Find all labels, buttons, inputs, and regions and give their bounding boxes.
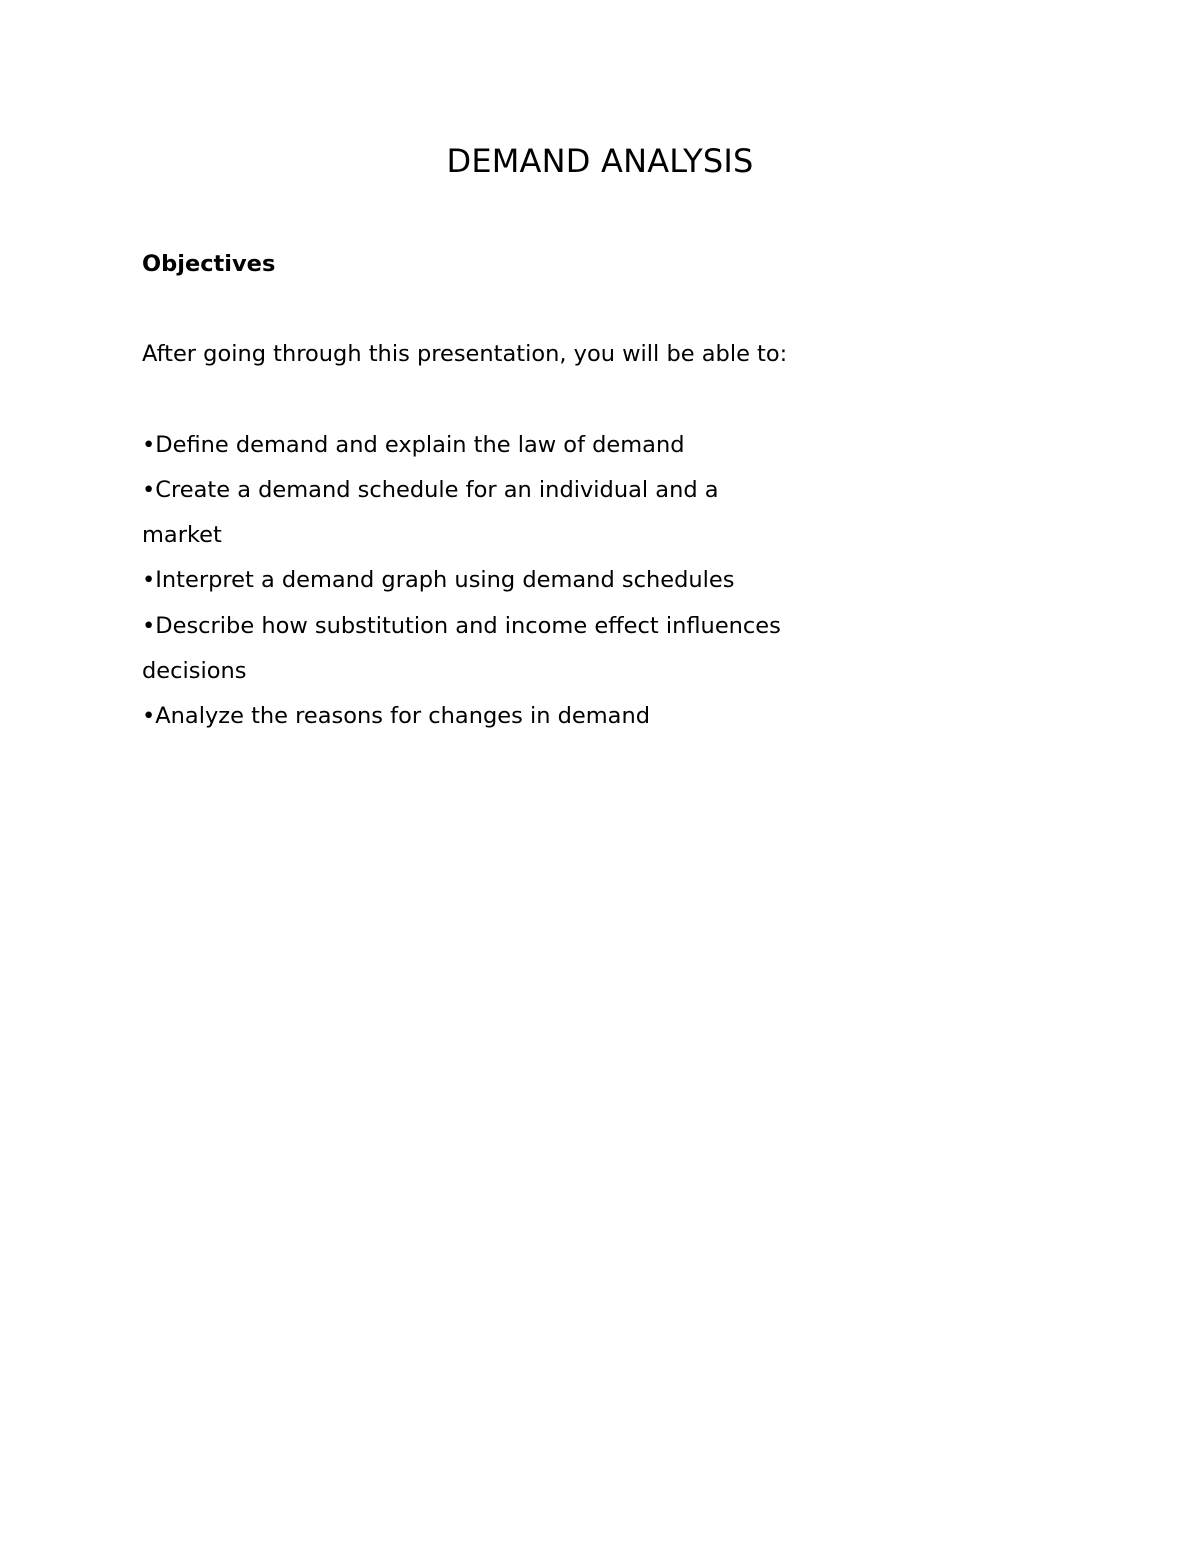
bullet-icon: • [142, 703, 156, 729]
objective-text: Create a demand schedule for an individual and a market [142, 476, 719, 549]
list-item [142, 558, 802, 603]
list-item [142, 694, 802, 739]
list-item [142, 468, 802, 558]
list-item [142, 423, 802, 468]
bullet-icon: • [142, 612, 156, 639]
bullet-icon: • [142, 431, 156, 458]
document-body [142, 242, 802, 739]
bullet-icon: • [142, 476, 156, 503]
objective-text: Define demand and explain the law of demand [155, 431, 685, 458]
objective-text: Interpret a demand graph using demand schedules [155, 567, 735, 594]
objective-text: Describe how substitution and income effect influences decisions [142, 612, 781, 684]
blank-line [142, 287, 802, 332]
blank-line [142, 378, 802, 423]
intro-paragraph: After going through this presentation, you will be able to: [142, 341, 788, 368]
list-item [142, 604, 802, 694]
objectives-list [142, 423, 802, 739]
bullet-icon: • [142, 567, 156, 594]
section-heading: Objectives [142, 251, 276, 277]
document-title: DEMAND ANALYSIS [446, 142, 754, 180]
objective-text: Analyze the reasons for changes in demand [155, 703, 650, 729]
